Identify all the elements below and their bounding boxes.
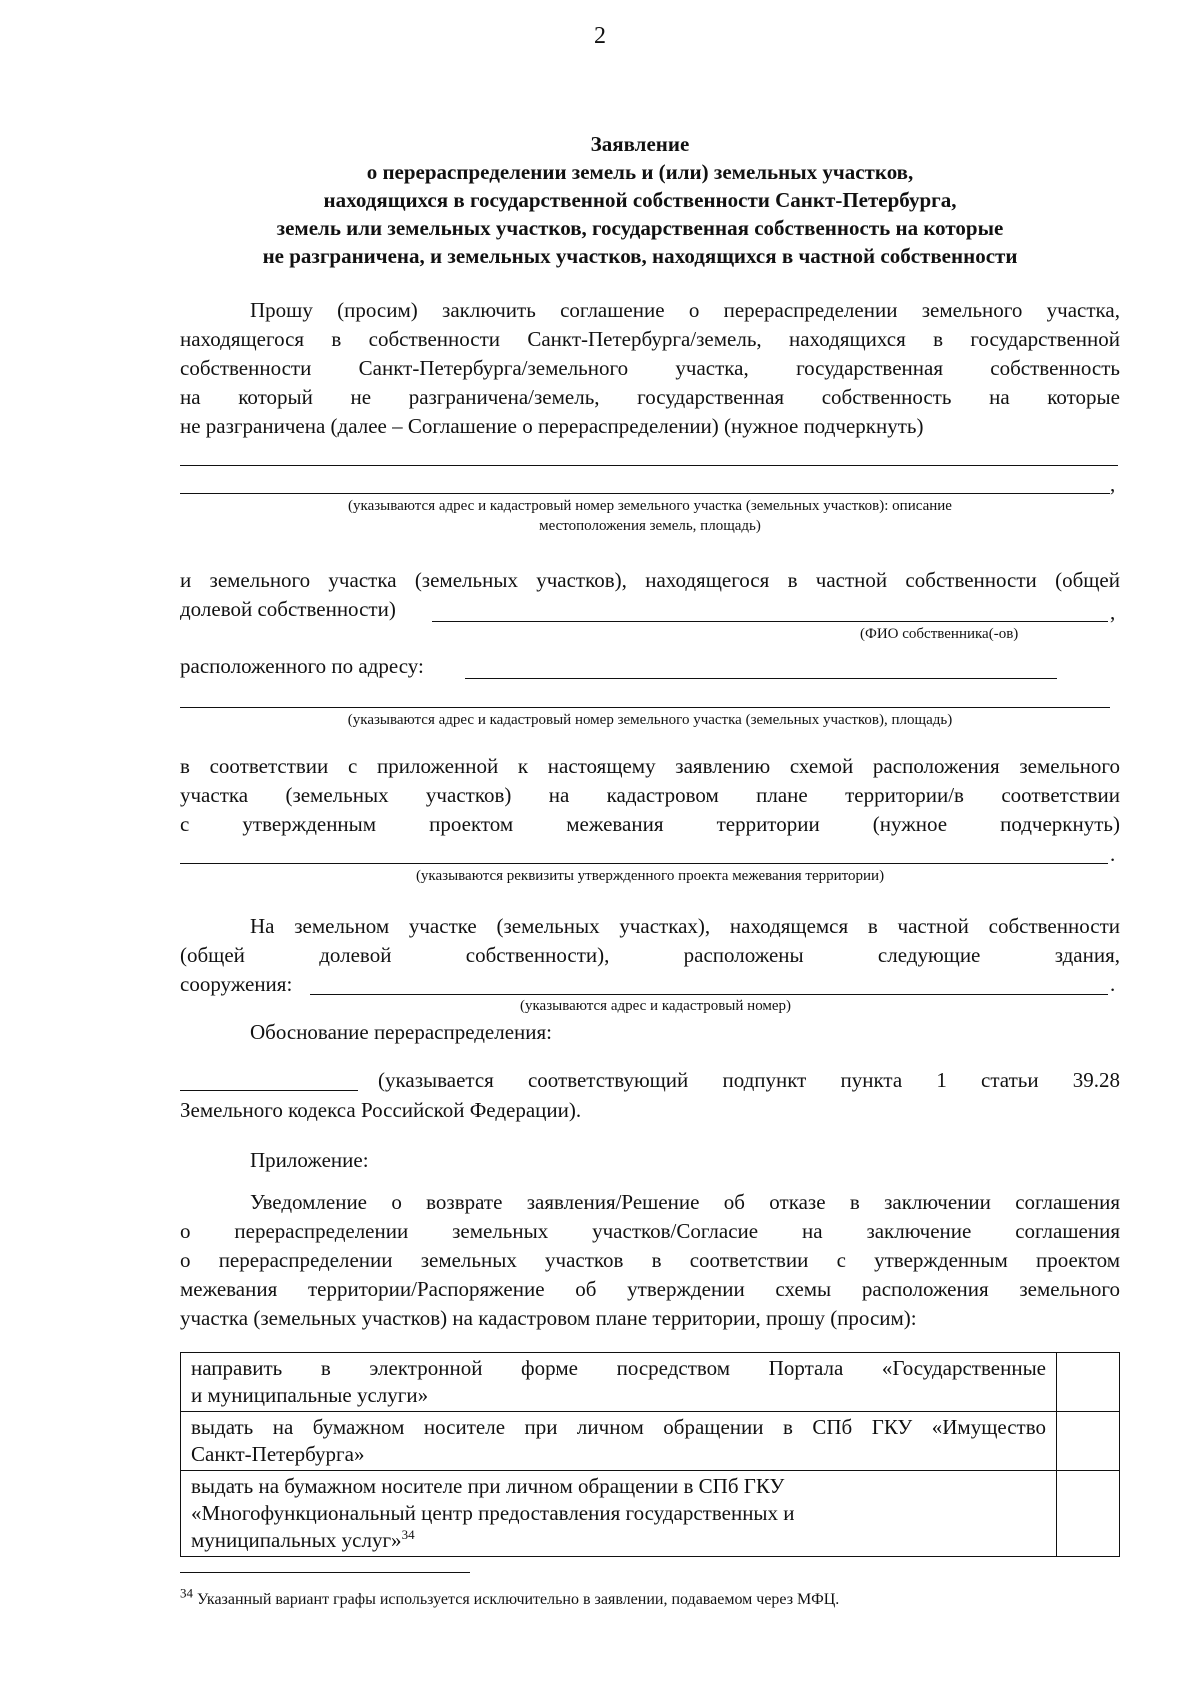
option-label: [181, 1412, 1057, 1471]
buildings-hint: (указываются адрес и кадастровый номер): [520, 998, 792, 1014]
private-line: и земельного участка (земельных участков), находящегося в частной собственности (общей: [180, 568, 1120, 592]
option-text: муниципальных услуг»: [191, 1528, 402, 1552]
private-line: долевой собственности): [180, 597, 396, 621]
justification-line: (указывается соответствующий подпункт пункта 1 статьи 39.28: [378, 1068, 1120, 1092]
option-line: выдать на бумажном носителе при личном обращении в СПб ГКУ: [191, 1474, 785, 1498]
period: .: [1110, 972, 1116, 996]
private-land-paragraph: [180, 566, 1120, 624]
address-field-line-1[interactable]: [465, 678, 1057, 679]
intro-line: собственности Санкт-Петербурга/земельного участка, государственная собственность: [180, 356, 1120, 380]
address-hint: (указываются адрес и кадастровый номер земельного участка (земельных участков), площадь): [347, 712, 953, 728]
option-line: выдать на бумажном носителе при личном обращении в СПб ГКУ «Имущество: [191, 1415, 1046, 1439]
page-number: 2: [594, 23, 606, 49]
option-label: [181, 1353, 1057, 1412]
address-field-line-2[interactable]: [180, 707, 1110, 708]
owner-name-hint: (ФИО собственника(-ов): [860, 626, 1019, 642]
project-details-field[interactable]: [180, 863, 1108, 864]
land-description-line-1[interactable]: [180, 465, 1118, 466]
attachment-line: участка (земельных участков) на кадастровом плане территории, прошу (просим):: [180, 1306, 917, 1330]
intro-line: не разграничена (далее – Соглашение о перераспределении) (нужное подчеркнуть): [180, 414, 924, 438]
scheme-line: в соответствии с приложенной к настоящему заявлению схемой расположения земельного: [180, 754, 1120, 778]
attachment-paragraph: [180, 1188, 1120, 1333]
intro-line: находящегося в собственности Санкт-Петербурга/земель, находящихся в государственной: [180, 327, 1120, 351]
attachment-line: о перераспределении земельных участков/Согласие на заключение соглашения: [180, 1219, 1120, 1243]
buildings-line: сооружения:: [180, 972, 293, 996]
document-title: [140, 130, 1140, 270]
footnote-separator: [180, 1572, 470, 1573]
option-line: направить в электронной форме посредством Портала «Государственные: [191, 1356, 1046, 1380]
attachment-heading: Приложение:: [250, 1148, 369, 1172]
owner-name-field[interactable]: [432, 621, 1108, 622]
comma: ,: [1110, 600, 1116, 624]
period: .: [1110, 842, 1116, 866]
scheme-line: участка (земельных участков) на кадастровом плане территории/в соответствии: [180, 783, 1120, 807]
justification-field[interactable]: [180, 1090, 358, 1091]
delivery-options-table: [180, 1352, 1120, 1557]
footnote-mark: 34: [180, 1585, 193, 1601]
scheme-paragraph: [180, 752, 1120, 839]
attachment-line: Уведомление о возврате заявления/Решение об отказе в заключении соглашения: [250, 1190, 1120, 1214]
footnote-text: Указанный вариант графы используется исключительно в заявлении, подаваемом через МФЦ.: [197, 1591, 840, 1608]
land-description-line-2[interactable]: [180, 493, 1110, 494]
footnote: [180, 1585, 840, 1610]
table-row: [181, 1412, 1120, 1471]
buildings-line: На земельном участке (земельных участках), находящемся в частной собственности: [250, 914, 1120, 938]
intro-line: на который не разграничена/земель, государственная собственность на которые: [180, 385, 1120, 409]
intro-line: Прошу (просим) заключить соглашение о перераспределении земельного участка,: [250, 298, 1120, 322]
option-line: [191, 1527, 1046, 1554]
title-line: находящихся в государственной собственности Санкт-Петербурга,: [323, 188, 957, 212]
address-label: расположенного по адресу:: [180, 654, 424, 678]
intro-paragraph: [180, 296, 1120, 441]
title-line: земель или земельных участков, государственная собственность на которые: [276, 216, 1004, 240]
project-details-hint: (указываются реквизиты утвержденного проекта межевания территории): [415, 868, 885, 884]
justification-heading: Обоснование перераспределения:: [250, 1020, 553, 1044]
hint-line: (указываются адрес и кадастровый номер земельного участка (земельных участков): описание: [348, 498, 952, 514]
title-line: о перераспределении земель и (или) земельных участков,: [366, 160, 914, 184]
option-label: [181, 1471, 1057, 1557]
option-checkbox-portal[interactable]: [1057, 1353, 1120, 1412]
attachment-line: межевания территории/Распоряжение об утверждении схемы расположения земельного: [180, 1277, 1120, 1301]
buildings-paragraph: [180, 912, 1120, 999]
justification-line: Земельного кодекса Российской Федерации).: [180, 1098, 582, 1122]
footnote-ref: 34: [401, 1527, 415, 1542]
buildings-field[interactable]: [310, 994, 1108, 995]
land-description-hint: [180, 496, 1120, 536]
table-row: [181, 1353, 1120, 1412]
comma: ,: [1110, 472, 1116, 496]
option-line: Санкт-Петербурга»: [191, 1442, 365, 1466]
option-line: «Многофункциональный центр предоставления государственных и: [191, 1501, 795, 1525]
scheme-line: с утвержденным проектом межевания территории (нужное подчеркнуть): [180, 812, 1120, 836]
attachment-line: о перераспределении земельных участков в соответствии с утвержденным проектом: [180, 1248, 1120, 1272]
hint-line: местоположения земель, площадь): [539, 518, 761, 534]
buildings-line: (общей долевой собственности), расположены следующие здания,: [180, 943, 1120, 967]
title-line: не разграничена, и земельных участков, находящихся в частной собственности: [262, 244, 1018, 268]
table-row: [181, 1471, 1120, 1557]
title-line: Заявление: [590, 132, 690, 156]
option-checkbox-property[interactable]: [1057, 1412, 1120, 1471]
option-line: и муниципальные услуги»: [191, 1383, 429, 1407]
option-checkbox-mfc[interactable]: [1057, 1471, 1120, 1557]
